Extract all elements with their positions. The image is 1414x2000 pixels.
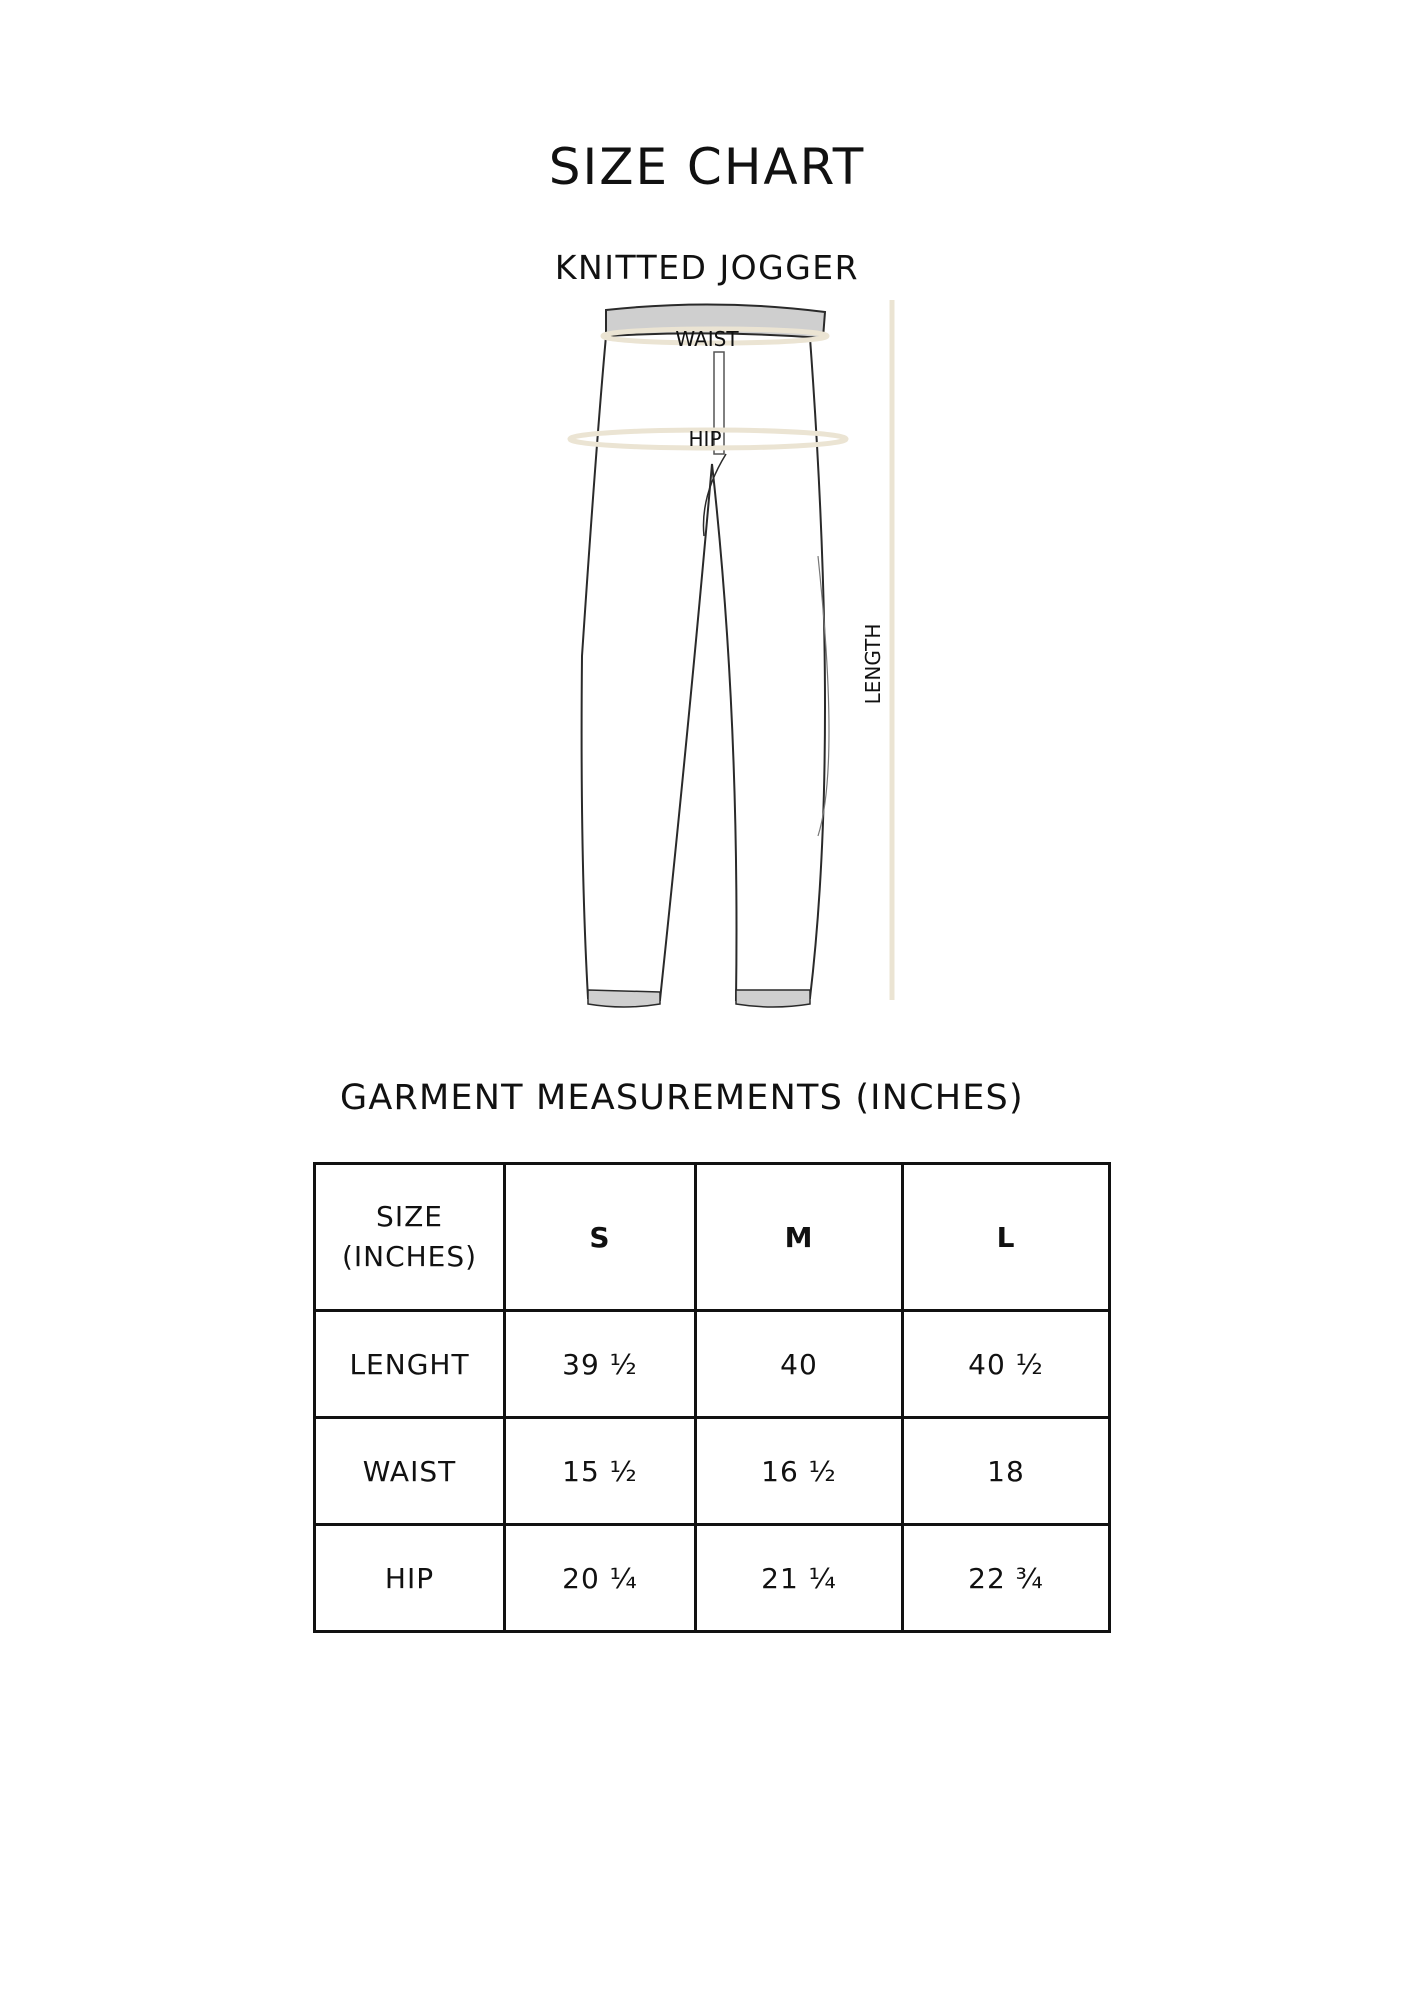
length-label: LENGTH	[861, 623, 885, 705]
cell-value: 40	[696, 1311, 903, 1418]
size-header-line1: SIZE	[376, 1200, 443, 1233]
size-m-header: M	[696, 1164, 903, 1311]
cell-value: 15 ½	[505, 1418, 696, 1525]
cell-value: 21 ¼	[696, 1525, 903, 1632]
left-cuff	[588, 990, 660, 1007]
size-s-header: S	[505, 1164, 696, 1311]
cell-value: 18	[903, 1418, 1110, 1525]
row-label: HIP	[315, 1525, 505, 1632]
cell-value: 20 ¼	[505, 1525, 696, 1632]
size-header-cell	[315, 1164, 505, 1311]
cell-value: 39 ½	[505, 1311, 696, 1418]
measurements-heading: GARMENT MEASUREMENTS (INCHES)	[340, 1078, 1024, 1118]
cell-value: 16 ½	[696, 1418, 903, 1525]
row-label: LENGHT	[315, 1311, 505, 1418]
size-l-header: L	[903, 1164, 1110, 1311]
cell-value: 22 ¾	[903, 1525, 1110, 1632]
measurements-table	[313, 1162, 1111, 1633]
table-row	[315, 1525, 1110, 1632]
size-header-line2: (INCHES)	[341, 1240, 478, 1273]
table-row	[315, 1311, 1110, 1418]
right-cuff	[736, 990, 810, 1007]
jogger-diagram	[540, 296, 920, 1016]
table-header-row	[315, 1164, 1110, 1311]
waist-label: WAIST	[675, 327, 739, 351]
page-title: SIZE CHART	[548, 138, 866, 196]
product-name: KNITTED JOGGER	[554, 248, 860, 287]
cell-value: 40 ½	[903, 1311, 1110, 1418]
row-label: WAIST	[315, 1418, 505, 1525]
hip-label: HIP	[688, 427, 722, 451]
table-row	[315, 1418, 1110, 1525]
